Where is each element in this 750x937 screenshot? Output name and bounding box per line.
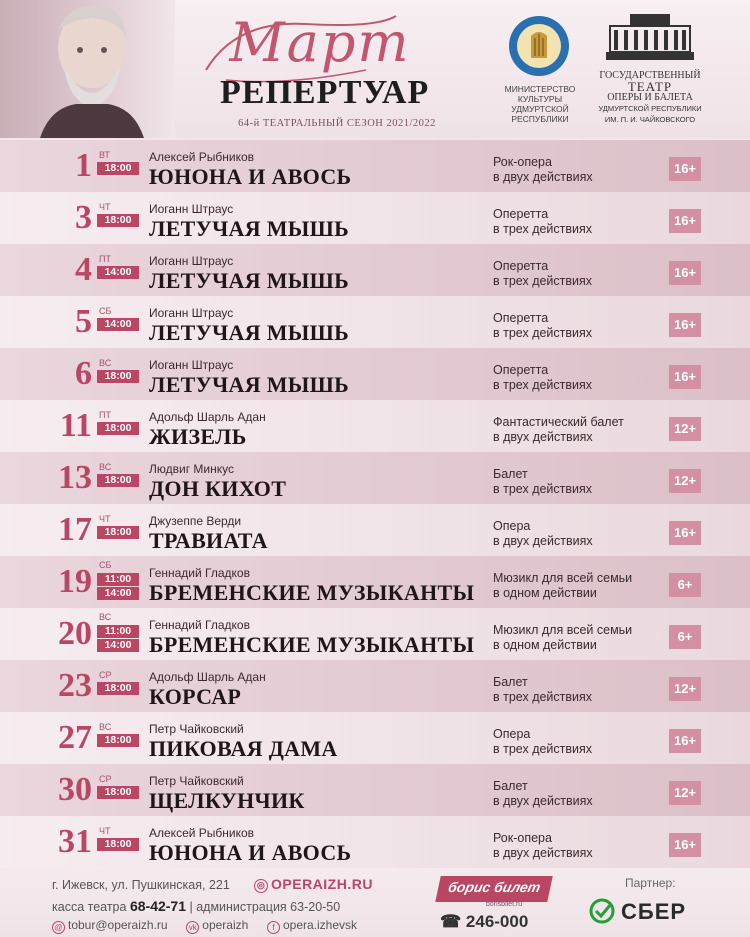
ticket-phone[interactable]: ☎ 246-000 (440, 912, 529, 931)
event-row (0, 764, 750, 816)
event-row (0, 244, 750, 296)
event-row (0, 140, 750, 192)
event-day: 17 (58, 511, 92, 548)
event-title: ЛЕТУЧАЯ МЫШЬ (149, 268, 349, 293)
email-icon: @ (52, 921, 65, 934)
event-genre: Мюзикл для всей семьи в одном действии (493, 623, 633, 652)
event-times (97, 682, 139, 696)
event-weekday: СР (99, 774, 112, 784)
event-title: ПИКОВАЯ ДАМА (149, 736, 338, 761)
composer-portrait (0, 0, 175, 138)
event-genre: Фантастический балет в двух действиях (493, 415, 624, 444)
show-time: 18:00 (97, 214, 139, 227)
age-rating-badge: 12+ (669, 781, 701, 805)
event-weekday: ЧТ (99, 202, 111, 212)
event-row (0, 816, 750, 868)
event-weekday: ЧТ (99, 514, 111, 524)
event-day: 5 (75, 303, 92, 340)
age-rating-badge: 12+ (669, 677, 701, 701)
event-title: БРЕМЕНСКИЕ МУЗЫКАНТЫ (149, 580, 475, 605)
event-times (97, 214, 139, 228)
event-genre: Оперетта в трех действиях (493, 259, 593, 288)
event-times (97, 370, 139, 384)
age-rating-badge: 16+ (669, 833, 701, 857)
event-row (0, 400, 750, 452)
event-times (97, 625, 139, 653)
event-composer: Иоганн Штраус (149, 358, 234, 372)
show-time: 18:00 (97, 786, 139, 799)
event-weekday: ВС (99, 462, 112, 472)
event-title: ЛЕТУЧАЯ МЫШЬ (149, 320, 349, 345)
event-title: ТРАВИАТА (149, 528, 268, 553)
show-time: 18:00 (97, 734, 139, 747)
event-composer: Иоганн Штраус (149, 202, 234, 216)
event-composer: Алексей Рыбников (149, 826, 255, 840)
event-row (0, 556, 750, 608)
theatre-caption: ГОСУДАРСТВЕННЫЙ ТЕАТР ОПЕРЫ И БАЛЕТА УДМУРТСКОЙ РЕСПУБЛИКИ ИМ. П. И. ЧАЙКОВСКОГО (598, 70, 702, 124)
phone-line: касса театра 68-42-71 | администрация 63-20-50 (52, 898, 341, 914)
event-row (0, 504, 750, 556)
show-time: 11:00 (97, 573, 139, 586)
event-row (0, 348, 750, 400)
facebook-link[interactable]: opera.izhevsk (282, 918, 358, 932)
event-times (97, 266, 139, 280)
event-composer: Адольф Шарль Адан (149, 670, 266, 684)
event-title: ЮНОНА И АВОСЬ (149, 164, 352, 189)
event-composer: Петр Чайковский (149, 722, 244, 736)
age-rating-badge: 12+ (669, 469, 701, 493)
event-day: 1 (75, 147, 92, 184)
event-composer: Иоганн Штраус (149, 254, 234, 268)
show-time: 14:00 (97, 587, 139, 600)
event-composer: Иоганн Штраус (149, 306, 234, 320)
event-genre: Балет в трех действиях (493, 467, 593, 496)
age-rating-badge: 6+ (669, 625, 701, 649)
event-weekday: СБ (99, 560, 112, 570)
month-title: Март (229, 11, 411, 74)
show-time: 18:00 (97, 422, 139, 435)
event-genre: Опера в трех действиях (493, 727, 593, 756)
event-title: ЛЕТУЧАЯ МЫШЬ (149, 216, 349, 241)
event-title: ЮНОНА И АВОСЬ (149, 840, 352, 865)
age-rating-badge: 12+ (669, 417, 701, 441)
age-rating-badge: 16+ (669, 313, 701, 337)
event-weekday: ВТ (99, 150, 110, 160)
event-composer: Людвиг Минкус (149, 462, 234, 476)
ministry-emblem-icon (507, 14, 571, 78)
event-times (97, 474, 139, 488)
event-times (97, 573, 139, 601)
show-time: 18:00 (97, 682, 139, 695)
vk-link[interactable]: operaizh (202, 918, 249, 932)
age-rating-badge: 16+ (669, 365, 701, 389)
event-day: 20 (58, 615, 92, 652)
sber-logo: СБЕР (589, 898, 686, 925)
partner-label: Партнер: (625, 876, 676, 890)
poster-footer (0, 868, 750, 937)
event-title: ЛЕТУЧАЯ МЫШЬ (149, 372, 349, 397)
event-day: 11 (59, 407, 92, 444)
event-times (97, 162, 139, 176)
age-rating-badge: 16+ (669, 157, 701, 181)
email-link[interactable]: tobur@operaizh.ru (68, 918, 168, 932)
website-link[interactable]: ◎ OPERAIZH.RU (254, 876, 373, 893)
event-composer: Петр Чайковский (149, 774, 244, 788)
show-time: 18:00 (97, 370, 139, 383)
season-subtitle: 64-й ТЕАТРАЛЬНЫЙ СЕЗОН 2021/2022 (238, 118, 436, 129)
event-genre: Мюзикл для всей семьи в одном действии (493, 571, 633, 600)
show-time: 14:00 (97, 318, 139, 331)
show-time: 18:00 (97, 838, 139, 851)
boris-bilet-site: borisbilet.ru (486, 901, 523, 908)
schedule-list (0, 140, 750, 868)
event-times (97, 526, 139, 540)
event-times (97, 838, 139, 852)
facebook-icon: f (267, 921, 280, 934)
age-rating-badge: 16+ (669, 261, 701, 285)
poster-header (0, 0, 750, 138)
event-composer: Геннадий Гладков (149, 566, 250, 580)
theatre-building-icon (600, 12, 700, 64)
event-day: 6 (75, 355, 92, 392)
vk-icon: vk (186, 921, 199, 934)
boris-bilet-logo: борис билет (435, 876, 553, 902)
event-row (0, 296, 750, 348)
event-weekday: СР (99, 670, 112, 680)
event-day: 31 (58, 823, 92, 860)
event-genre: Оперетта в трех действиях (493, 207, 593, 236)
event-day: 3 (75, 199, 92, 236)
show-time: 18:00 (97, 474, 139, 487)
event-weekday: ВС (99, 358, 112, 368)
event-genre: Оперетта в трех действиях (493, 363, 593, 392)
event-composer: Джузеппе Верди (149, 514, 242, 528)
event-times (97, 734, 139, 748)
event-genre: Опера в двух действиях (493, 519, 593, 548)
repertoire-title: РЕПЕРТУАР (220, 74, 430, 111)
show-time: 18:00 (97, 162, 139, 175)
event-row (0, 192, 750, 244)
event-title: ЩЕЛКУНЧИК (149, 788, 305, 813)
box-office-phone[interactable]: 68-42-71 (129, 898, 186, 914)
event-times (97, 318, 139, 332)
event-day: 4 (75, 251, 92, 288)
event-weekday: ВС (99, 612, 112, 622)
event-genre: Балет в двух действиях (493, 779, 593, 808)
event-weekday: СБ (99, 306, 112, 316)
event-day: 27 (58, 719, 92, 756)
ministry-caption: МИНИСТЕРСТВО КУЛЬТУРЫ УДМУРТСКОЙ РЕСПУБЛИКИ (504, 84, 576, 124)
globe-icon: ◎ (254, 879, 268, 893)
show-time: 11:00 (97, 625, 139, 638)
age-rating-badge: 16+ (669, 521, 701, 545)
event-day: 13 (58, 459, 92, 496)
event-title: ДОН КИХОТ (149, 476, 287, 501)
age-rating-badge: 16+ (669, 209, 701, 233)
event-genre: Балет в трех действиях (493, 675, 593, 704)
show-time: 14:00 (97, 266, 139, 279)
event-title: ЖИЗЕЛЬ (149, 424, 247, 449)
event-weekday: ПТ (99, 410, 111, 420)
show-time: 14:00 (97, 639, 139, 652)
event-weekday: ВС (99, 722, 112, 732)
contacts-line (52, 918, 357, 934)
event-row (0, 452, 750, 504)
event-genre: Рок-опера в двух действиях (493, 155, 593, 184)
event-genre: Рок-опера в двух действиях (493, 831, 593, 860)
event-title: БРЕМЕНСКИЕ МУЗЫКАНТЫ (149, 632, 475, 657)
event-row (0, 608, 750, 660)
event-day: 30 (58, 771, 92, 808)
theatre-address: г. Ижевск, ул. Пушкинская, 221 (52, 878, 230, 892)
event-title: КОРСАР (149, 684, 242, 709)
event-times (97, 786, 139, 800)
event-genre: Оперетта в трех действиях (493, 311, 593, 340)
event-day: 19 (58, 563, 92, 600)
event-row (0, 712, 750, 764)
event-composer: Геннадий Гладков (149, 618, 250, 632)
sber-check-icon (589, 898, 615, 924)
event-day: 23 (58, 667, 92, 704)
age-rating-badge: 16+ (669, 729, 701, 753)
event-composer: Адольф Шарль Адан (149, 410, 266, 424)
event-times (97, 422, 139, 436)
event-composer: Алексей Рыбников (149, 150, 255, 164)
event-weekday: ЧТ (99, 826, 111, 836)
age-rating-badge: 6+ (669, 573, 701, 597)
event-weekday: ПТ (99, 254, 111, 264)
show-time: 18:00 (97, 526, 139, 539)
event-row (0, 660, 750, 712)
